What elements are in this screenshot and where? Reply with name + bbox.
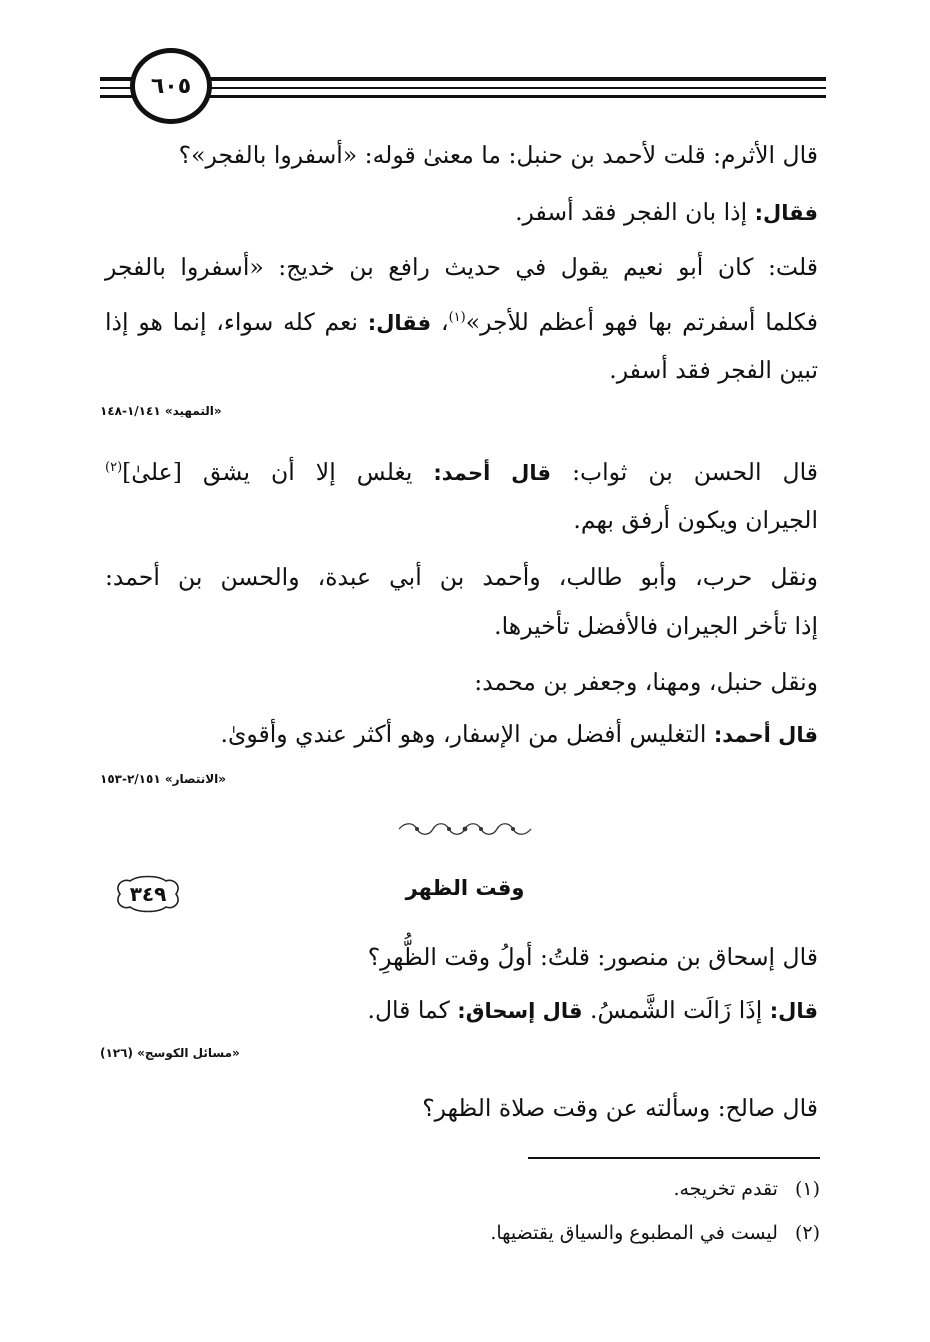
footnote-rule <box>528 1157 820 1159</box>
footnote-number: (٢) <box>794 1222 820 1244</box>
text-run: كما قال. <box>367 996 450 1024</box>
footnote-text: تقدم تخريجه. <box>673 1178 778 1200</box>
section-heading: وقت الظهر <box>405 876 525 900</box>
text-line <box>105 298 818 343</box>
text-line <box>367 990 818 1031</box>
text-line: ونقل حنبل، ومهنا، وجعفر بن محمد: <box>474 668 818 696</box>
text-run: فكلما أسفرتم بها فهو أعظم للأجر» <box>465 307 818 336</box>
page-number: ٦٠٥ <box>130 48 212 124</box>
text-line: الجيران ويكون أرفق بهم. <box>573 506 818 534</box>
source-citation: «الانتصار» ٢/١٥١-١٥٣ <box>100 772 227 786</box>
text-line: قال صالح: وسألته عن وقت صلاة الظهر؟ <box>422 1094 818 1122</box>
text-run: نعم كله سواء، إنما هو إذا <box>105 307 358 336</box>
speaker-label: فقال: <box>367 310 432 335</box>
speaker-label: قال إسحاق: <box>457 999 583 1023</box>
entry-number-badge <box>110 872 186 916</box>
text-line: قلت: كان أبو نعيم يقول في حديث رافع بن خديج: «أسفروا بالفجر <box>105 253 818 281</box>
text-run: إذا بان الفجر فقد أسفر. <box>515 198 748 226</box>
text-line <box>105 448 818 493</box>
text-run: قال الحسن بن ثواب: <box>572 457 818 486</box>
text-run: يغلس إلا أن يشق [علىٰ] <box>122 457 413 486</box>
speaker-label: فقال: <box>754 201 818 225</box>
separator: ، <box>431 307 449 336</box>
text-run: التغليس أفضل من الإسفار، وهو أكثر عندي وأقوىٰ. <box>220 720 707 748</box>
footnote-number: (١) <box>794 1178 820 1200</box>
speaker-label: قال أحمد: <box>433 460 552 485</box>
ornament-divider-icon <box>395 820 535 838</box>
text-run: إذَا زَالَت الشَّمسُ. <box>590 996 763 1024</box>
footnote <box>490 1222 820 1244</box>
entry-number: ٣٤٩ <box>129 882 167 906</box>
speaker-label: قال: <box>769 999 818 1023</box>
footnote-ref: (٢) <box>105 460 123 475</box>
text-line: تبين الفجر فقد أسفر. <box>609 356 818 384</box>
text-line: إذا تأخر الجيران فالأفضل تأخيرها. <box>494 612 818 640</box>
text-line: ونقل حرب، وأبو طالب، وأحمد بن أبي عبدة، والحسن بن أحمد: <box>105 563 818 591</box>
text-line: قال الأثرم: قلت لأحمد بن حنبل: ما معنىٰ قوله: «أسفروا بالفجر»؟ <box>178 141 818 169</box>
text-line: قال إسحاق بن منصور: قلتُ: أولُ وقت الظُّهرِ؟ <box>367 943 818 971</box>
text-line <box>515 192 818 233</box>
source-citation: «مسائل الكوسج» (١٢٦) <box>100 1046 240 1060</box>
source-citation: «التمهيد» ١/١٤١-١٤٨ <box>100 404 222 418</box>
text-line <box>221 714 818 755</box>
footnote-ref: (١) <box>448 310 466 325</box>
speaker-label: قال أحمد: <box>713 723 818 747</box>
footnote <box>673 1178 820 1200</box>
footnote-text: ليست في المطبوع والسياق يقتضيها. <box>490 1222 778 1244</box>
